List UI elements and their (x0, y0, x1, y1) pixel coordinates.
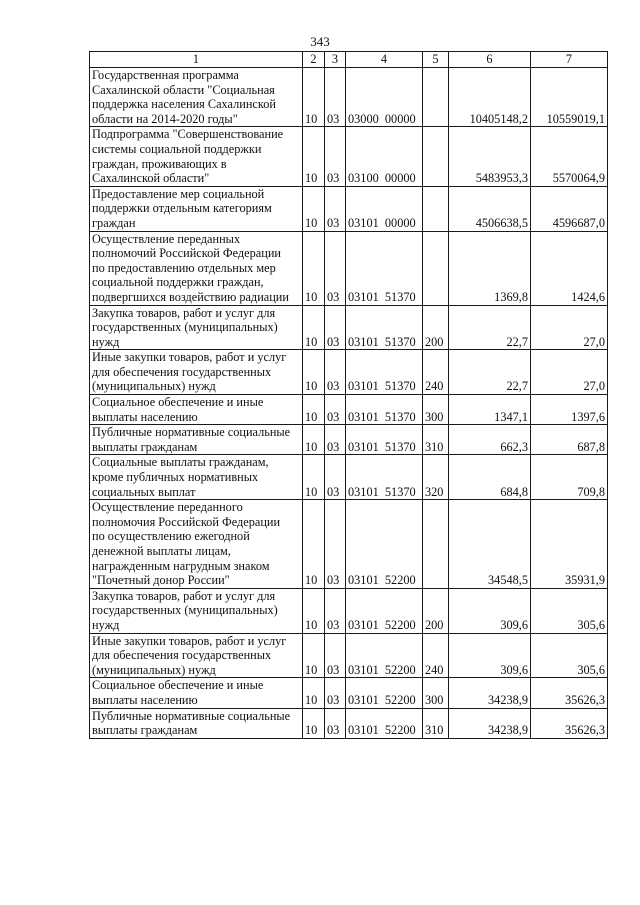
row-name-cell (90, 633, 303, 678)
subsection-code-cell: 03 (325, 708, 346, 738)
subsection-code-cell: 03 (325, 395, 346, 425)
table-row (90, 425, 608, 455)
row-name-text: Иные закупки товаров, работ и услуг для обеспечения государственных (муниципальных) нужд (92, 633, 287, 677)
amount-col6-cell: 1347,1 (449, 395, 531, 425)
row-name-text: Социальные выплаты гражданам, кроме публичных нормативных социальных выплат (92, 455, 269, 499)
target-article-cell: 03000 00000 (346, 68, 423, 127)
expense-type-cell (423, 127, 449, 186)
row-name-text: Социальное обеспечение и иные выплаты населению (92, 395, 264, 424)
target-article-cell: 03101 51370 (346, 305, 423, 350)
row-name-cell (90, 425, 303, 455)
table-row (90, 678, 608, 708)
subsection-code-cell: 03 (325, 425, 346, 455)
row-name-cell (90, 395, 303, 425)
amount-col7-cell: 1397,6 (531, 395, 608, 425)
section-code-cell: 10 (303, 305, 325, 350)
row-name-text: Осуществление переданного полномочия Российской Федерации по осуществлению ежегодной денежной выплаты лицам, награжденным нагрудным знаком "Почетный донор России" (92, 500, 281, 588)
amount-col7-cell: 27,0 (531, 305, 608, 350)
target-article-cell: 03101 52200 (346, 708, 423, 738)
table-row (90, 68, 608, 127)
section-code-cell: 10 (303, 127, 325, 186)
amount-col7-cell: 1424,6 (531, 231, 608, 305)
row-name-text: Осуществление переданных полномочий Российской Федерации по предоставлению отдельных мер социальной поддержки граждан, подвергшихся воздействию радиации (92, 231, 289, 304)
table-row (90, 350, 608, 395)
amount-col6-cell: 5483953,3 (449, 127, 531, 186)
amount-col6-cell: 4506638,5 (449, 186, 531, 231)
subsection-code-cell: 03 (325, 231, 346, 305)
amount-col6-cell: 22,7 (449, 305, 531, 350)
table-row (90, 127, 608, 186)
column-header-3: 3 (325, 52, 346, 68)
section-code-cell: 10 (303, 68, 325, 127)
table-row (90, 395, 608, 425)
table-row (90, 588, 608, 633)
table-row (90, 186, 608, 231)
row-name-cell (90, 500, 303, 589)
row-name-cell (90, 350, 303, 395)
amount-col6-cell: 22,7 (449, 350, 531, 395)
table-row (90, 305, 608, 350)
subsection-code-cell: 03 (325, 350, 346, 395)
expense-type-cell: 300 (423, 678, 449, 708)
table-body (90, 68, 608, 739)
amount-col7-cell: 4596687,0 (531, 186, 608, 231)
row-name-cell (90, 455, 303, 500)
expense-type-cell: 300 (423, 395, 449, 425)
subsection-code-cell: 03 (325, 186, 346, 231)
column-header-4: 4 (346, 52, 423, 68)
target-article-cell: 03101 51370 (346, 455, 423, 500)
amount-col7-cell: 305,6 (531, 588, 608, 633)
amount-col7-cell: 305,6 (531, 633, 608, 678)
row-name-cell (90, 588, 303, 633)
subsection-code-cell: 03 (325, 588, 346, 633)
row-name-text: Предоставление мер социальной поддержки отдельным категориям граждан (92, 186, 272, 230)
table-row (90, 633, 608, 678)
target-article-cell: 03101 51370 (346, 350, 423, 395)
row-name-cell (90, 231, 303, 305)
amount-col6-cell: 1369,8 (449, 231, 531, 305)
row-name-cell (90, 305, 303, 350)
subsection-code-cell: 03 (325, 678, 346, 708)
section-code-cell: 10 (303, 708, 325, 738)
row-name-cell (90, 68, 303, 127)
amount-col7-cell: 27,0 (531, 350, 608, 395)
section-code-cell: 10 (303, 678, 325, 708)
expense-type-cell: 200 (423, 305, 449, 350)
target-article-cell: 03101 52200 (346, 633, 423, 678)
amount-col6-cell: 34238,9 (449, 708, 531, 738)
column-header-7: 7 (531, 52, 608, 68)
row-name-text: Публичные нормативные социальные выплаты гражданам (92, 708, 291, 738)
row-name-text: Подпрограмма "Совершенствование системы социальной поддержки граждан, проживающих в Сахалинской области" (92, 127, 284, 186)
subsection-code-cell: 03 (325, 455, 346, 500)
table-row (90, 455, 608, 500)
table-header (90, 52, 608, 68)
amount-col7-cell: 687,8 (531, 425, 608, 455)
expense-type-cell (423, 231, 449, 305)
amount-col6-cell: 10405148,2 (449, 68, 531, 127)
target-article-cell: 03101 51370 (346, 231, 423, 305)
section-code-cell: 10 (303, 588, 325, 633)
subsection-code-cell: 03 (325, 633, 346, 678)
row-name-text: Закупка товаров, работ и услуг для государственных (муниципальных) нужд (92, 305, 278, 349)
amount-col7-cell: 35626,3 (531, 678, 608, 708)
table-row (90, 500, 608, 589)
row-name-cell (90, 708, 303, 738)
table-row (90, 231, 608, 305)
section-code-cell: 10 (303, 231, 325, 305)
amount-col7-cell: 5570064,9 (531, 127, 608, 186)
section-code-cell: 10 (303, 455, 325, 500)
amount-col7-cell: 35626,3 (531, 708, 608, 738)
page-number: 343 (310, 34, 330, 49)
subsection-code-cell: 03 (325, 500, 346, 589)
amount-col6-cell: 662,3 (449, 425, 531, 455)
amount-col7-cell: 709,8 (531, 455, 608, 500)
expense-type-cell: 240 (423, 350, 449, 395)
row-name-cell (90, 678, 303, 708)
amount-col6-cell: 309,6 (449, 588, 531, 633)
section-code-cell: 10 (303, 500, 325, 589)
target-article-cell: 03100 00000 (346, 127, 423, 186)
amount-col6-cell: 309,6 (449, 633, 531, 678)
row-name-text: Публичные нормативные социальные выплаты гражданам (92, 425, 291, 454)
target-article-cell: 03101 52200 (346, 500, 423, 589)
amount-col6-cell: 684,8 (449, 455, 531, 500)
expense-type-cell (423, 500, 449, 589)
expense-type-cell: 200 (423, 588, 449, 633)
subsection-code-cell: 03 (325, 305, 346, 350)
row-name-text: Государственная программа Сахалинской области "Социальная поддержка населения Сахалинской области на 2014-2020 годы" (92, 68, 276, 126)
amount-col7-cell: 35931,9 (531, 500, 608, 589)
column-header-2: 2 (303, 52, 325, 68)
section-code-cell: 10 (303, 350, 325, 395)
header-row (90, 52, 608, 68)
amount-col6-cell: 34548,5 (449, 500, 531, 589)
expense-type-cell: 240 (423, 633, 449, 678)
column-header-1: 1 (90, 52, 303, 68)
column-header-6: 6 (449, 52, 531, 68)
target-article-cell: 03101 52200 (346, 588, 423, 633)
section-code-cell: 10 (303, 186, 325, 231)
section-code-cell: 10 (303, 425, 325, 455)
row-name-text: Закупка товаров, работ и услуг для государственных (муниципальных) нужд (92, 588, 278, 632)
table-row (90, 708, 608, 738)
column-header-5: 5 (423, 52, 449, 68)
amount-col6-cell: 34238,9 (449, 678, 531, 708)
row-name-text: Иные закупки товаров, работ и услуг для обеспечения государственных (муниципальных) нужд (92, 350, 287, 394)
amount-col7-cell: 10559019,1 (531, 68, 608, 127)
target-article-cell: 03101 00000 (346, 186, 423, 231)
expense-type-cell: 320 (423, 455, 449, 500)
section-code-cell: 10 (303, 395, 325, 425)
expense-type-cell: 310 (423, 708, 449, 738)
target-article-cell: 03101 52200 (346, 678, 423, 708)
row-name-text: Социальное обеспечение и иные выплаты населению (92, 678, 264, 707)
target-article-cell: 03101 51370 (346, 425, 423, 455)
budget-table (89, 51, 608, 739)
row-name-cell (90, 127, 303, 186)
row-name-cell (90, 186, 303, 231)
expense-type-cell (423, 186, 449, 231)
subsection-code-cell: 03 (325, 68, 346, 127)
section-code-cell: 10 (303, 633, 325, 678)
target-article-cell: 03101 51370 (346, 395, 423, 425)
expense-type-cell: 310 (423, 425, 449, 455)
subsection-code-cell: 03 (325, 127, 346, 186)
expense-type-cell (423, 68, 449, 127)
